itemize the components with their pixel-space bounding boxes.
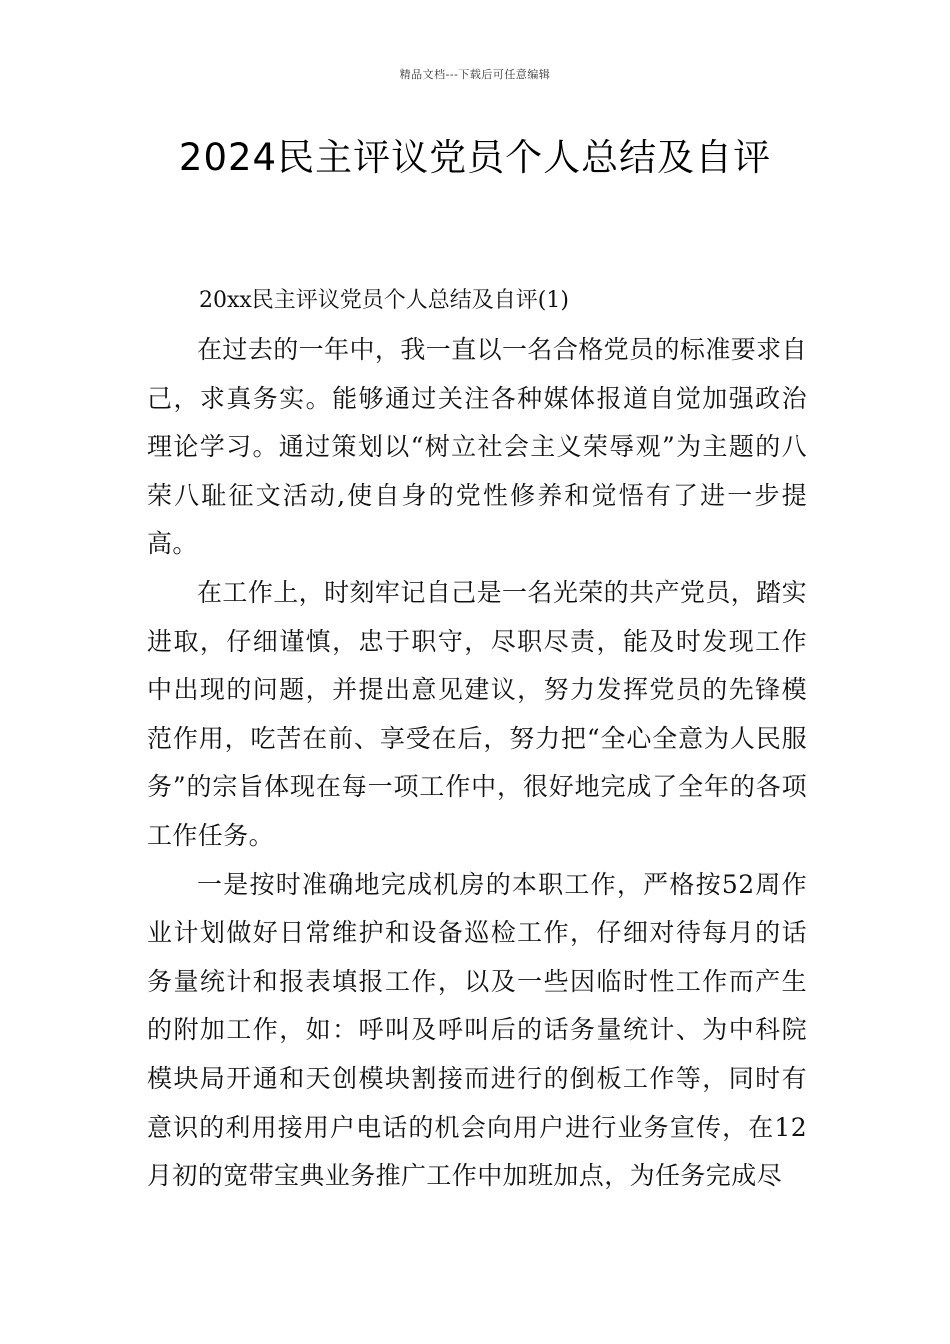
document-title: 2024民主评议党员个人总结及自评 — [178, 136, 772, 179]
paragraph-3: 一是按时准确地完成机房的本职工作，严格按52周作业计划做好日常维护和设备巡检工作，仔细对待每月的话务量统计和报表填报工作，以及一些因临时性工作而产生的附加工作，如：呼叫及呼叫后的话务量统计、为中科院模块局开通和天创模块割接而进行的倒板工作等，同时有意识的利用接用户电话的机会向用户进行业务宣传，在12月初的宽带宝典业务推广工作中加班加点，为任务完成尽 — [147, 869, 807, 1191]
paragraph-1: 在过去的一年中，我一直以一名合格党员的标准要求自己，求真务实。能够通过关注各种媒体报道自觉加强政治理论学习。通过策划以“树立社会主义荣辱观”为主题的八荣八耻征文活动,使自身的党性修养和觉悟有了进一步提高。 — [147, 335, 807, 559]
section-subtitle: 20xx民主评议党员个人总结及自评(1) — [199, 288, 569, 313]
document-body — [147, 283, 807, 1201]
paragraph-2: 在工作上，时刻牢记自己是一名光荣的共产党员，踏实进取，仔细谨慎，忠于职守，尽职尽责，能及时发现工作中出现的问题，并提出意见建议，努力发挥党员的先锋模范作用，吃苦在前、享受在后，努力把“全心全意为人民服务”的宗旨体现在每一项工作中，很好地完成了全年的各项工作任务。 — [147, 577, 807, 850]
header-note: 精品文档---下载后可任意编辑 — [399, 68, 551, 81]
